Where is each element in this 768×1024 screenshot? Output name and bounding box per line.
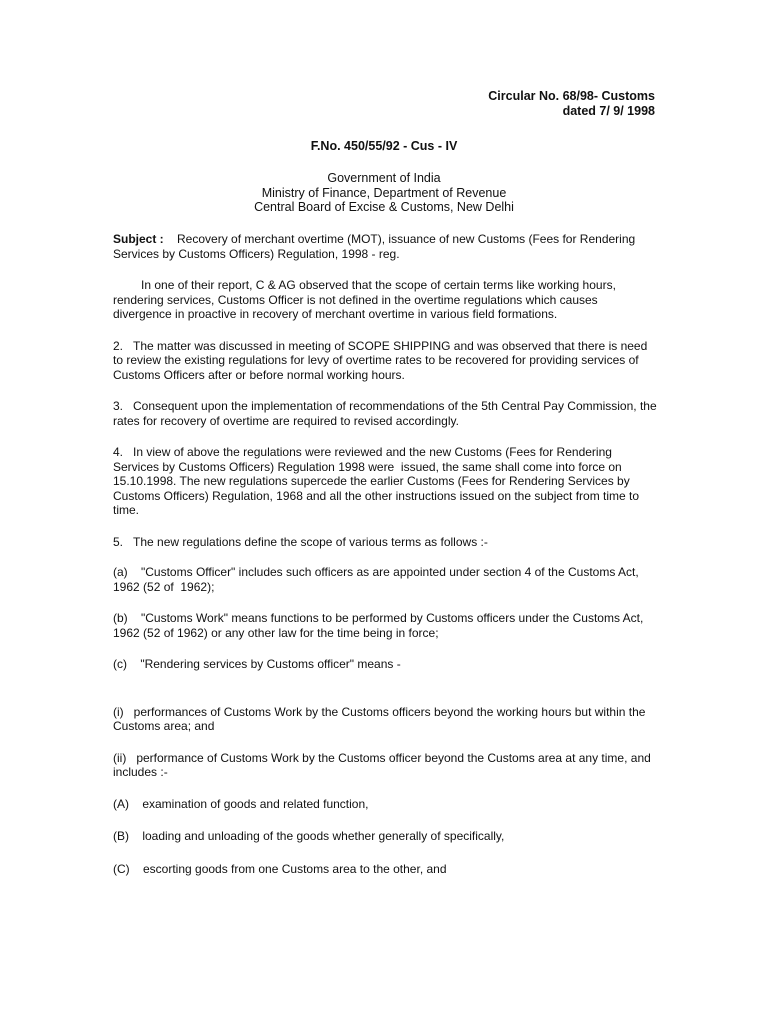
- paragraph-intro: In one of their report, C & AG observed that the scope of certain terms like working hours, rendering services, Customs Officer is not defined in the overtime regulations which causes divergence in proactive in recovery of merchant overtime in various field formations.: [113, 278, 616, 321]
- subject-text: Recovery of merchant overtime (MOT), issuance of new Customs (Fees for Rendering Services by Customs Officers) Regulation, 1998 - reg.: [113, 232, 636, 261]
- circular-date: dated 7/ 9/ 1998: [562, 104, 655, 118]
- clause-c: (c) "Rendering services by Customs officer" means -: [113, 657, 401, 671]
- issuer-line-2: Ministry of Finance, Department of Revenue: [261, 185, 507, 200]
- subject-label: Subject :: [113, 232, 164, 246]
- clause-A: (A) examination of goods and related function,: [113, 796, 369, 811]
- document-body: [113, 232, 658, 876]
- clause-C: (C) escorting goods from one Customs area to the other, and: [113, 861, 447, 876]
- file-number: F.No. 450/55/92 - Cus - IV: [310, 139, 458, 153]
- clause-ii: (ii) performance of Customs Work by the Customs officer beyond the Customs area at any time, and includes :-: [113, 750, 651, 779]
- paragraph-2: 2. The matter was discussed in meeting of SCOPE SHIPPING and was observed that there is need to review the existing regulations for levy of overtime rates to be recovered for providing services of Customs Officers after or before normal working hours.: [113, 338, 648, 382]
- paragraph-3: 3. Consequent upon the implementation of recommendations of the 5th Central Pay Commission, the rates for recovery of overtime are required to revised accordingly.: [113, 399, 657, 428]
- clause-a: (a) "Customs Officer" includes such officers as are appointed under section 4 of the Customs Act, 1962 (52 of 1962);: [113, 565, 639, 594]
- clause-i: (i) performances of Customs Work by the Customs officers beyond the working hours but within the Customs area; and: [113, 704, 646, 733]
- paragraph-5: 5. The new regulations define the scope of various terms as follows :-: [113, 534, 488, 549]
- issuer-block: [0, 171, 768, 215]
- circular-header: [488, 89, 655, 119]
- issuer-line-1: Government of India: [327, 171, 441, 185]
- subject-paragraph: [113, 232, 658, 261]
- circular-number: Circular No. 68/98- Customs: [488, 89, 655, 103]
- paragraph-4: 4. In view of above the regulations were reviewed and the new Customs (Fees for Rendering Services by Customs Officers) Regulation 1998 were issued, the same shall come into force on 15.10.1998. The new regulations supercede the earlier Customs (Fees for Rendering Services by Customs Officers) Regulation, 1968 and all the other instructions issued on the subject from time to time.: [113, 445, 640, 517]
- issuer-line-3: Central Board of Excise & Customs, New Delhi: [254, 200, 514, 214]
- clause-B: (B) loading and unloading of the goods whether generally of specifically,: [113, 829, 505, 843]
- clause-b: (b) "Customs Work" means functions to be performed by Customs officers under the Customs Act, 1962 (52 of 1962) or any other law for the time being in force;: [113, 611, 644, 640]
